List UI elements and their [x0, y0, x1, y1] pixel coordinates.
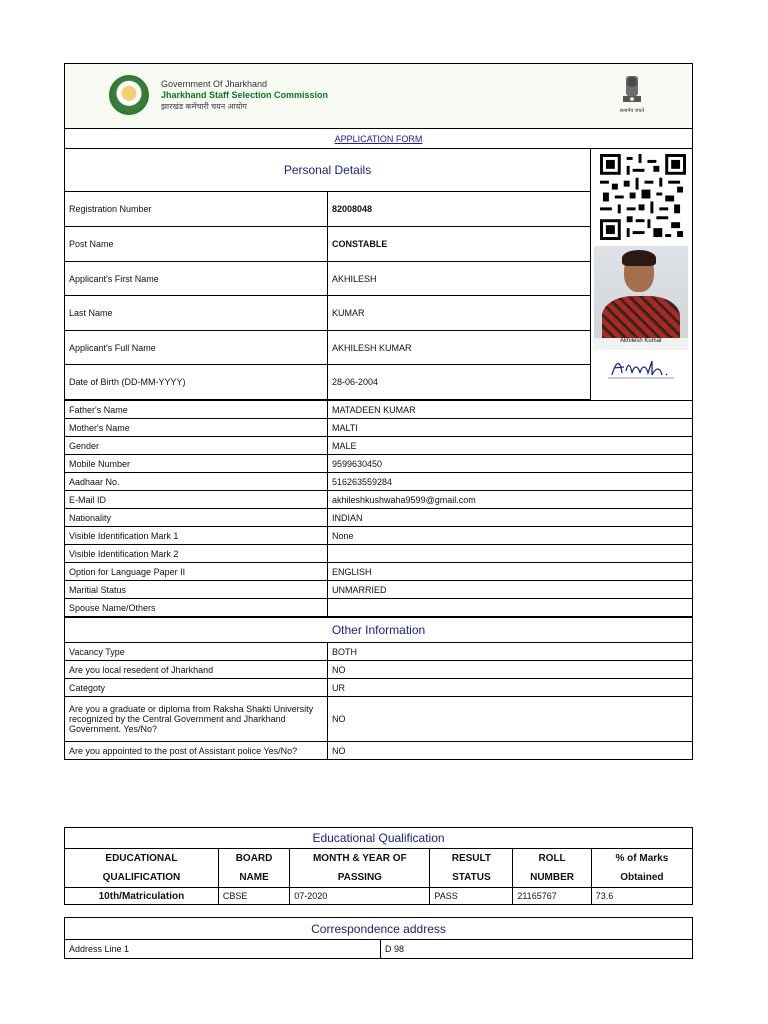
- field-label: Mother's Name: [65, 419, 328, 437]
- field-label: Father's Name: [65, 401, 328, 419]
- table-row: [65, 643, 693, 661]
- field-value: CONSTABLE: [328, 227, 591, 262]
- personal-details-heading: Personal Details: [65, 149, 591, 192]
- field-value: 28-06-2004: [328, 365, 591, 400]
- field-label: Option for Language Paper II: [65, 563, 328, 581]
- table-row: [65, 742, 693, 760]
- table-row: [65, 599, 693, 617]
- table-row: [65, 697, 693, 742]
- table-row: [65, 473, 693, 491]
- education-heading: Educational Qualification: [65, 828, 693, 849]
- column-header: RESULT STATUS: [430, 849, 513, 888]
- field-label: Applicant's Full Name: [65, 331, 328, 365]
- field-label: Registration Number: [65, 192, 328, 227]
- personal-top-table: [64, 148, 591, 400]
- table-row: [65, 888, 693, 905]
- field-label: Mobile Number: [65, 455, 328, 473]
- jssc-logo-icon: [109, 75, 149, 115]
- table-cell: 07-2020: [290, 888, 430, 905]
- field-label: E-Mail ID: [65, 491, 328, 509]
- field-value: 516263559284: [328, 473, 693, 491]
- table-row: [65, 509, 693, 527]
- table-row: [65, 419, 693, 437]
- column-header: MONTH & YEAR OF PASSING: [290, 849, 430, 888]
- other-information-table: [64, 617, 693, 760]
- table-row: [65, 563, 693, 581]
- other-information-heading: Other Information: [65, 618, 693, 643]
- field-label: Address Line 1: [65, 940, 381, 959]
- field-label: Aadhaar No.: [65, 473, 328, 491]
- field-label: Visible Identification Mark 2: [65, 545, 328, 563]
- education-header-row: [65, 849, 693, 888]
- field-label: Are you appointed to the post of Assistant police Yes/No?: [65, 742, 328, 760]
- field-value: [328, 545, 693, 563]
- form-title-bar: [64, 129, 693, 149]
- table-row: [65, 527, 693, 545]
- field-value: MALTI: [328, 419, 693, 437]
- header-line-3: झारखंड कर्मचारी चयन आयोग: [161, 102, 247, 111]
- field-value: NO: [328, 742, 693, 760]
- table-cell: 21165767: [513, 888, 591, 905]
- header-line-1: Government Of Jharkhand: [161, 79, 268, 89]
- field-value: None: [328, 527, 693, 545]
- field-label: Applicant's First Name: [65, 262, 328, 296]
- address-table: [64, 917, 693, 959]
- table-cell: 73.6: [591, 888, 692, 905]
- field-value: 82008048: [328, 192, 591, 227]
- table-row: [65, 661, 693, 679]
- qr-code-icon: [600, 154, 686, 240]
- field-value: MATADEEN KUMAR: [328, 401, 693, 419]
- education-section: [64, 827, 693, 905]
- column-header: BOARD NAME: [218, 849, 289, 888]
- field-value: BOTH: [328, 643, 693, 661]
- field-value: NO: [328, 661, 693, 679]
- field-value: akhileshkushwaha9599@gmail.com: [328, 491, 693, 509]
- table-row: [65, 401, 693, 419]
- column-header: % of Marks Obtained: [591, 849, 692, 888]
- field-label: Nationality: [65, 509, 328, 527]
- field-label: Spouse Name/Others: [65, 599, 328, 617]
- field-value: MALE: [328, 437, 693, 455]
- field-label: Are you local resedent of Jharkhand: [65, 661, 328, 679]
- field-value: ENGLISH: [328, 563, 693, 581]
- applicant-photo: [594, 246, 688, 338]
- column-header: ROLL NUMBER: [513, 849, 591, 888]
- table-row: [65, 581, 693, 599]
- field-value: 9599630450: [328, 455, 693, 473]
- field-label: Vacancy Type: [65, 643, 328, 661]
- field-value: AKHILESH: [328, 262, 591, 296]
- field-label: Categoty: [65, 679, 328, 697]
- column-header: EDUCATIONAL QUALIFICATION: [65, 849, 219, 888]
- form-title: APPLICATION FORM: [334, 134, 423, 144]
- field-value: [328, 599, 693, 617]
- table-row: [65, 940, 693, 959]
- field-value: D 98: [381, 940, 693, 959]
- table-row: [65, 545, 693, 563]
- personal-rows-table: [64, 400, 693, 617]
- field-value: UR: [328, 679, 693, 697]
- field-label: Visible Identification Mark 1: [65, 527, 328, 545]
- photo-caption: Akhilesh Kumar: [594, 338, 688, 350]
- table-cell: 10th/Matriculation: [65, 888, 219, 905]
- field-label: Date of Birth (DD-MM-YYYY): [65, 365, 328, 400]
- table-row: [65, 455, 693, 473]
- field-value: NO: [328, 697, 693, 742]
- address-section: [64, 917, 693, 959]
- header-line-2: Jharkhand Staff Selection Commission: [161, 90, 329, 100]
- field-value: UNMARRIED: [328, 581, 693, 599]
- application-sheet: [64, 63, 693, 959]
- national-emblem-icon: [618, 74, 646, 116]
- field-label: Are you a graduate or diploma from Raksha Shakti University recognized by the Central Government and Jharkhand Government. Yes/No?: [65, 697, 328, 742]
- education-table: [64, 827, 693, 905]
- field-label: Gender: [65, 437, 328, 455]
- table-cell: CBSE: [218, 888, 289, 905]
- address-heading: Correspondence address: [65, 918, 693, 940]
- field-label: Last Name: [65, 296, 328, 331]
- field-value: INDIAN: [328, 509, 693, 527]
- other-information-section: [64, 617, 693, 760]
- field-value: KUMAR: [328, 296, 591, 331]
- table-cell: PASS: [430, 888, 513, 905]
- applicant-signature: [594, 351, 688, 383]
- field-value: AKHILESH KUMAR: [328, 331, 591, 365]
- emblem-caption: सत्यमेव जयते: [619, 108, 645, 114]
- personal-details-section: [64, 148, 693, 618]
- table-row: [65, 679, 693, 697]
- field-label: Post Name: [65, 227, 328, 262]
- field-label: Maritial Status: [65, 581, 328, 599]
- table-row: [65, 437, 693, 455]
- table-row: [65, 491, 693, 509]
- header-text: [161, 79, 328, 112]
- header-banner: [64, 63, 693, 129]
